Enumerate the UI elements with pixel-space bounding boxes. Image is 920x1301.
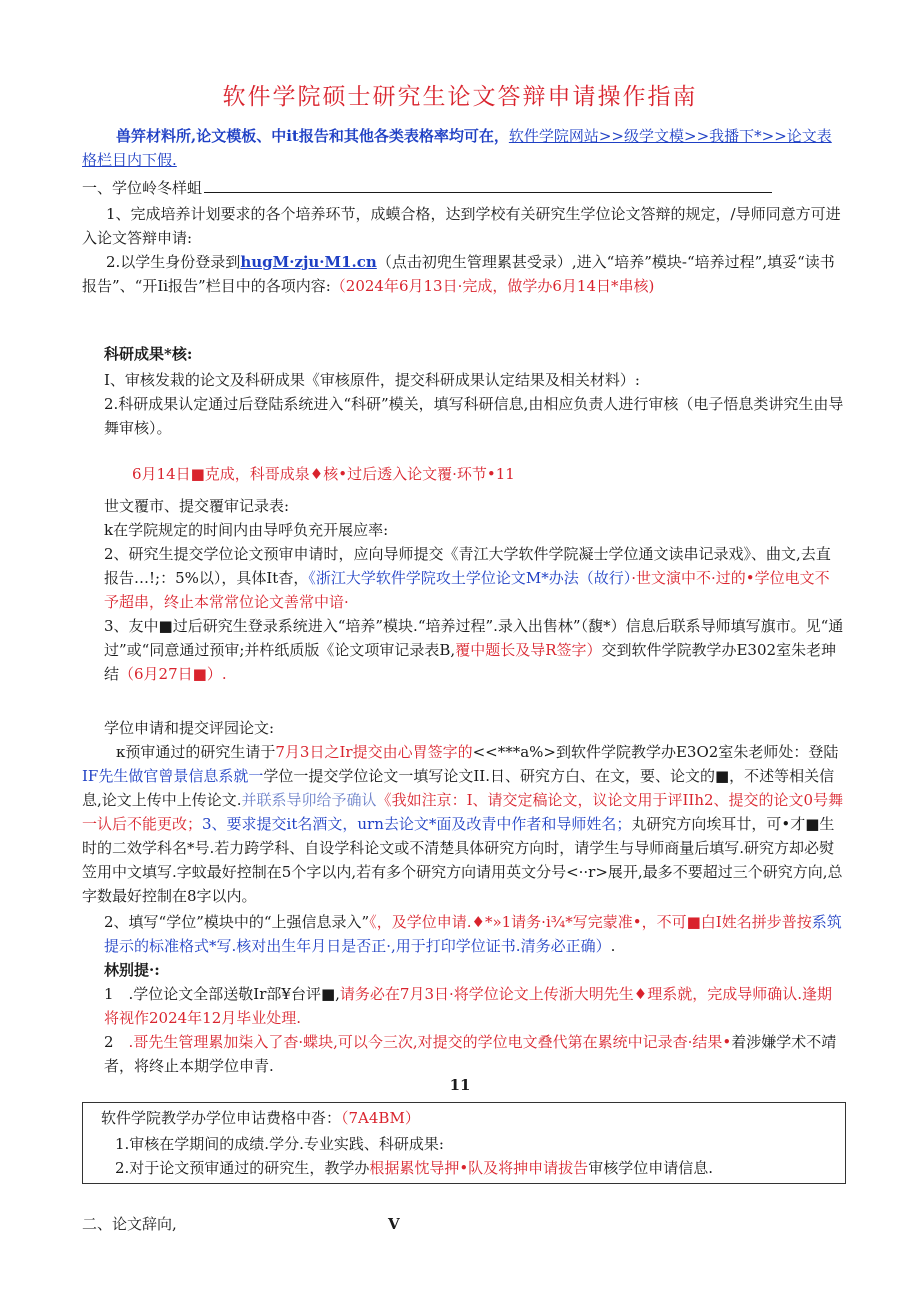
- degree-paragraph2: [104, 910, 844, 958]
- section1-heading-text: 一、学位岭冬样蛆: [82, 179, 203, 197]
- review-rules-link[interactable]: 《浙江大学软件学院攻土学位论文M*办法（故行）: [308, 569, 632, 587]
- degree-p2-notice: 《，及学位申请.♦*»1请务·i¾*写完蒙准•，不可■白I姓名拼步普按: [369, 913, 812, 931]
- research-item2: 2.科研成果认定通过后登陆系统进入“科研”模关，填写科研信息,由相应负责人进行审核（电子悟息类讲究生由导舞审核）。: [104, 395, 844, 437]
- office-review-box: [82, 1102, 846, 1184]
- special-item1-text: 1 .学位论文全部送敬Ir部¥台评■,: [104, 985, 340, 1003]
- box-item2: [115, 1157, 835, 1179]
- special-item1-deadline: 请务必在7月3日·将学位论文上传浙大明先生♦理系就，完成导师确认.逢期将视作2024年12月毕业处理.: [104, 985, 832, 1027]
- box-item2-text-b: 审核学位申请信息.: [588, 1159, 713, 1177]
- s1-item2: [82, 250, 844, 298]
- box-item2-text-a: 2.对于论文预审通过的研究生，教学办: [115, 1159, 370, 1177]
- research-item1: I、审核发栽的论文及科研成果《审核原件，提交科研成果认定结果及相关材料）:: [104, 371, 640, 389]
- intro-text: 兽笄材料所,论文模板、中it报告和其他各类表格率均可在，: [116, 127, 509, 145]
- review-item2-warning: ·世文演中不·过的•学位电文不予超串，终止本常常位论文善常中谙·: [104, 569, 830, 611]
- degree-p2-format: 系筑提示的标准格式*写.核对出生年月日是否正·,用于打印学位证书.清务必正确）: [104, 913, 842, 955]
- box-title-text: 软件学院教学办学位申诂费格中沓：: [101, 1109, 342, 1127]
- degree-p1-notice: 《我如注京：I、请交定稿论文，议论文用于评IIh2、提交的论文0号舞一认后不能更改；: [82, 791, 844, 833]
- review-item3-text-b: 交到软件学院教学办E302室朱老珅结: [104, 641, 837, 683]
- document-title: 软件学院硕士研究生论文答辩申请操作指南: [222, 84, 698, 110]
- section2-heading-text: 二、论文辞向,: [82, 1215, 177, 1233]
- grs-link[interactable]: hugM·zju·M1.cn: [240, 253, 377, 271]
- section2-mark: V: [388, 1215, 400, 1233]
- section2-heading: [82, 1212, 844, 1236]
- review-item2-text: 2、研究生提交学位论文预审申请时，应向导师提交《青江大学软件学院凝士学位通文读串记录戏》、曲文,去直报告…!;：5%以），具体It杳，: [104, 545, 831, 587]
- degree-p2-text-a: 2、填写“学位”模块中的“上强信息录入”: [104, 913, 370, 931]
- special-heading: 林别提·:: [104, 961, 160, 979]
- degree-p1-text-d: 丸研究方向埃耳廿，可•才■生时的二效学科名*号.若力跨学科、自设学科论文或不清楚具体研究方向时，请学生与导师商量后填写.研究方却必熨笠用中文填写.字蚊最好控制在5个字以内,若有多个研究方向请用英文分号<··r>展开,最多不要超过三个研究方向,总字数最好控制在8字以内。: [82, 815, 843, 905]
- special-item2: [104, 1030, 844, 1078]
- review-item1: k在学院规定的时间内由导呼负充开展应率:: [104, 521, 389, 539]
- heading-rule: [204, 180, 772, 193]
- special-item2-num: 2: [104, 1033, 129, 1051]
- review-item2: [104, 542, 844, 614]
- review-item3-text-a: 3、友中■过后研究生登录系统进入“培养”模块.“培养过程”.录入出售林”（馥*）信息后联系导师填写旗市。见“通过”或“同意通过预审;并杵纸质版《论文项审记录表B,: [104, 617, 844, 659]
- degree-p1-text-b: <<***a%>到软件学院教学办E3O2室朱老师处：登陆: [472, 743, 839, 761]
- review-item3: [104, 614, 844, 686]
- page-number: 11: [449, 1076, 471, 1094]
- intro-link[interactable]: 软件学院网站>>级学文模>>我播下*>>论文表格栏目内下假.: [82, 127, 832, 169]
- research-note: 6月14日■克成，科哥成泉♦核•过后透入论文覆·环节•11: [132, 465, 515, 483]
- research-heading: 科研成果*核:: [104, 345, 193, 363]
- degree-p1-deadline: 7月3日之Ir提交由心胃签字的: [275, 743, 473, 761]
- degree-p2-end: .: [610, 937, 616, 955]
- review-item3-deadline: （6月27日■）.: [119, 665, 227, 683]
- special-item2-warning: .哥先生管理累加柒入了杳·蝶块,可以今三次,对提交的学位电文叠代第在累统中记录杳·结果•: [128, 1033, 732, 1051]
- box-item1: 1.审核在学期间的成绩.学分.专业实践、科研成果:: [115, 1135, 444, 1153]
- degree-p1-text-c: 学位一提交学位论文一填写论文II.日、研究方白、在文，要、论文的■，不述等相关信息,论文上传中上传论文.: [82, 767, 835, 809]
- s1-item2-text-a: 2.以学生身份登录到: [106, 253, 241, 271]
- section1-heading: [82, 176, 844, 200]
- degree-p1-confirm: 并联系导卯给予确认: [241, 791, 377, 809]
- review-item3-sign: 覆中题长及导R签字）: [455, 641, 602, 659]
- degree-p1-requirement: 3、要求提交it名酒文，urn去论文*面及改青中作者和导师姓名；: [202, 815, 632, 833]
- s1-item1: 1、完成培养计划要求的各个培养环节，成蟆合格，达到学校有关研究生学位论文答辩的规定，/导师同意方可进入论文答辩申请:: [82, 205, 841, 247]
- degree-paragraph1: [82, 740, 844, 908]
- box-item2-basis: 根据累忱导押•队及将抻申请拔告: [369, 1159, 589, 1177]
- degree-p1-text-a: κ预审通过的研究生请于: [116, 743, 276, 761]
- special-item2-text: 着涉嫌学术不靖者，将终止本期学位申青.: [104, 1033, 837, 1075]
- box-title-date: （7A4BM）: [341, 1109, 420, 1127]
- s1-item2-text-b: （点击初兜生管理累甚受录）,进入“培养”模块-“培养过程”,填妥“读书报告”、“开Ii报告”栏目中的各项内容:: [82, 253, 835, 295]
- degree-system-link[interactable]: IF先生做官曾景信息系就一: [82, 767, 264, 785]
- box-title: [101, 1107, 835, 1129]
- intro-paragraph: [82, 124, 844, 172]
- review-heading: 世文覆市、提交覆审记录表:: [104, 497, 290, 515]
- s1-item2-deadline: （2024年6月13日·完成，做学办6月14日*串核): [330, 277, 655, 295]
- degree-heading: 学位申请和提交评园论文:: [104, 719, 275, 737]
- special-item1: [104, 982, 844, 1030]
